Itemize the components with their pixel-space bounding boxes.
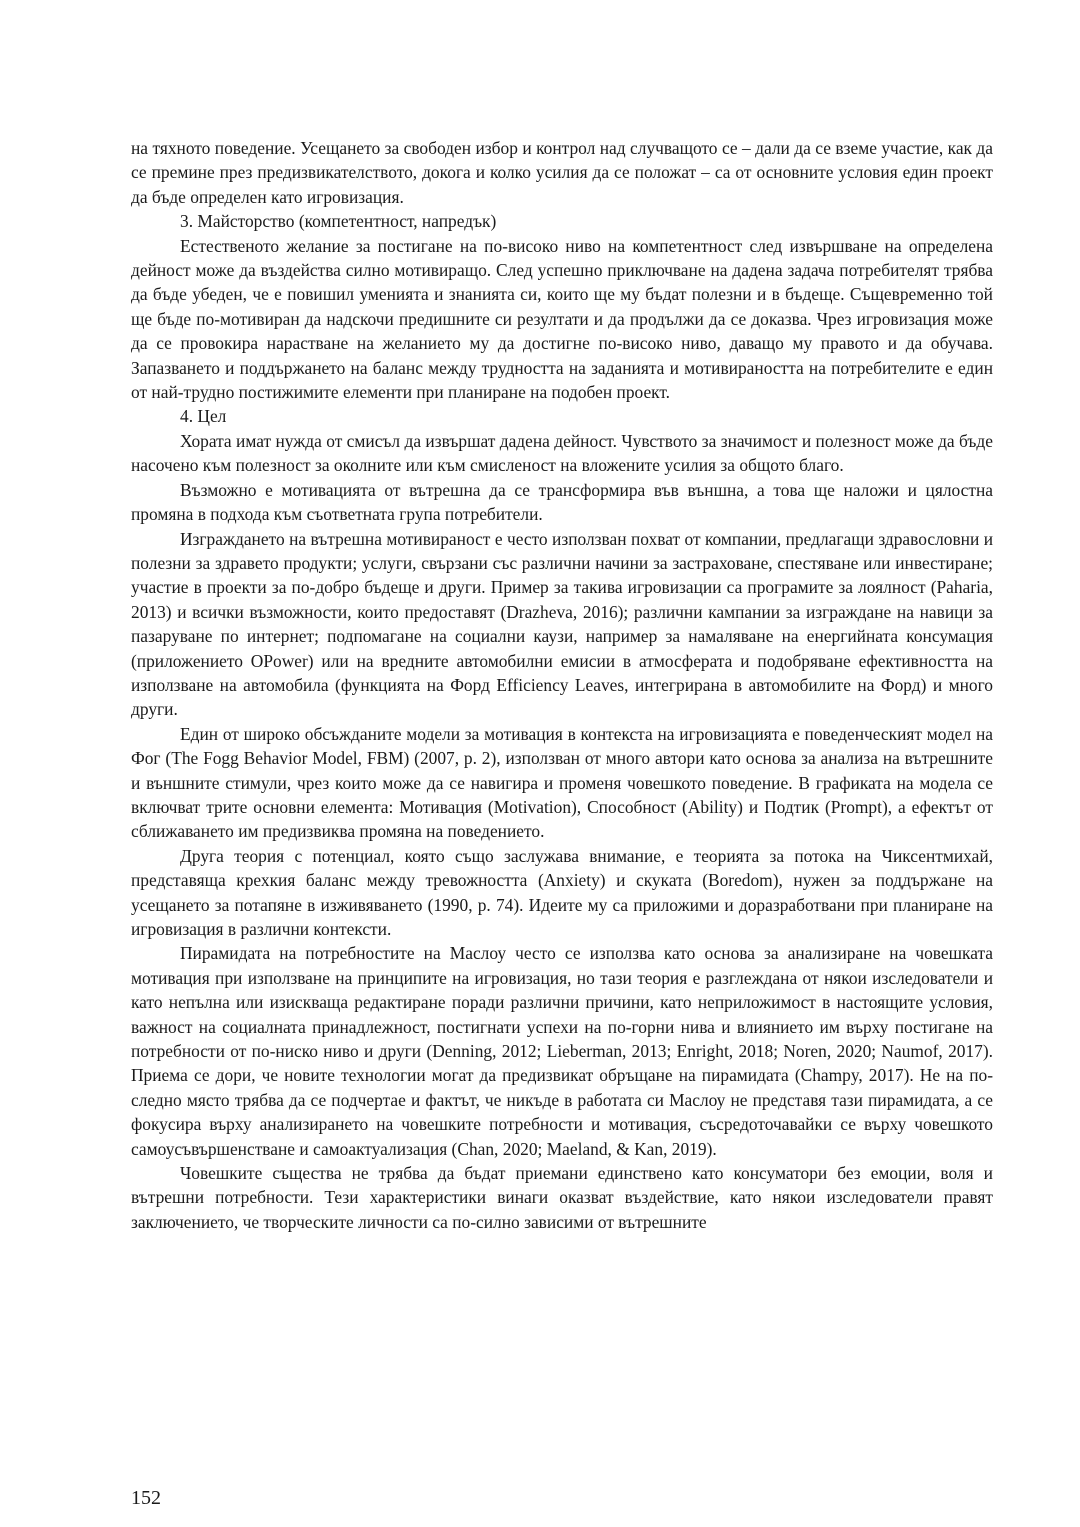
body-text [131, 136, 993, 1234]
paragraph-flow-theory: Друга теория с потенциал, която също заслужава внимание, е теорията за потока на Чиксентмихай, представяща крехкия баланс между тревожността (Anxiety) и скуката (Boredom), нужен за поддържане на усещането за потапяне в изживяването (1990, p. 74). Идеите му са приложими и доразработвани при планиране на игровизация в различни контексти. [131, 845, 993, 939]
paragraph-goal: Хората имат нужда от смисъл да извършат дадена дейност. Чувството за значимост и полезност може да бъде насочено към полезност за околните или към смисленост на вложените усилия за общото благо. [131, 430, 993, 476]
page-number: 152 [131, 1487, 161, 1509]
paragraph-fogg-model: Един от широко обсъжданите модели за мотивация в контекста на игровизацията е поведенческият модел на Фог (The Fogg Behavior Model, FBM) (2007, p. 2), използван от много автори като основа за анализа на вътрешните и външните стимули, чрез които може да се навигира и променя човешкото поведение. В графиката на модела се включват трите основни елемента: Мотивация (Motivation), Способност (Ability) и Подтик (Prompt), а ефектът от сближаването им предизвиква промяна на поведението. [131, 723, 993, 842]
paragraph-maslow: Пирамидата на потребностите на Маслоу често се използва като основа за анализиране на човешката мотивация при използване на принципите на игровизация, но тази теория е разглеждана от някои изследователи и като непълна или изискваща редактиране поради различни причини, като неприложимост в настоящите условия, важност на социалната принадлежност, постигнати успехи на по-горни нива и влиянието им върху постигане на потребности от по-ниско ниво и други (Denning, 2012; Lieberman, 2013; Enright, 2018; Noren, 2020; Naumof, 2017). Приема се дори, че новите технологии могат да предизвикат обръщане на пирамидата (Champy, 2017). Не на последно място трябва да се подчертае и фактът, че никъде в работата си Маслоу не представя тази пирамидата, а се фокусира върху анализирането на човешките потребности и мотивация, съсредоточавайки се върху човешкото самоусъвършенстване и самоактуализация (Chan, 2020; Maeland, & Kan, 2019). [131, 943, 993, 1159]
paragraph-motivation-transform: Възможно е мотивацията от вътрешна да се трансформира във външна, а това ще наложи и цялостна промяна в подхода към съответната група потребители. [131, 479, 993, 525]
paragraph-human-beings: Човешките същества не трябва да бъдат приемани единствено като консуматори без емоции, воля и вътрешни потребности. Тези характеристики винаги оказват въздействие, като някои изследователи правят заключението, че творческите личности са по-силно зависими от вътрешните [131, 1163, 993, 1232]
section-heading-goal: 4. Цел [180, 406, 227, 427]
paragraph-mastery: Естественото желание за постигане на по-високо ниво на компетентност след извършване на определена дейност може да въздейства силно мотивиращо. След успешно приключване на дадена задача потребителят трябва да бъде убеден, че е повишил уменията и знанията си, които ще му бъдат полезни и в бъдеще. Същевременно той ще бъде по-мотивиран да надскочи предишните си резултати и да продължи да се доказва. Чрез игровизация може да се провокира нарастване на желанието му да достигне по-високо ниво, даващо му правото и да обучава. Запазването и поддържането на баланс между трудността на заданията и мотивираността на потребителите е един от най-трудно постижимите елементи при планиране на подобен проект. [131, 235, 993, 403]
paragraph-continuation: на тяхното поведение. Усещането за свободен избор и контрол над случващото се – дали да се вземе участие, как да се премине през предизвикателството, докога и колко усилия да се положат – са от основните условия един проект да бъде определен като игровизация. [131, 138, 993, 207]
paragraph-intrinsic-motivation: Изграждането на вътрешна мотивираност е често използван похват от компании, предлагащи здравословни и полезни за здравето продукти; услуги, свързани със различни начини за застраховане, спестяване или инвестиране; участие в проекти за по-добро бъдеще и други. Пример за такива игровизации са програмите за лоялност (Paharia, 2013) и всички възможности, които предоставят (Drazheva, 2016); различни кампании за изграждане на навици за пазаруване по интернет; подпомагане на социални каузи, например за намаляване на енергийната консумация (приложението OPower) или на вредните автомобилни емисии в атмосферата и подобряване ефективността на използване на автомобила (функцията на Форд Efficiency Leaves, интегрирана в автомобилите на Форд) и много други. [131, 528, 993, 720]
section-heading-mastery: 3. Майсторство (компетентност, напредък) [180, 211, 497, 232]
